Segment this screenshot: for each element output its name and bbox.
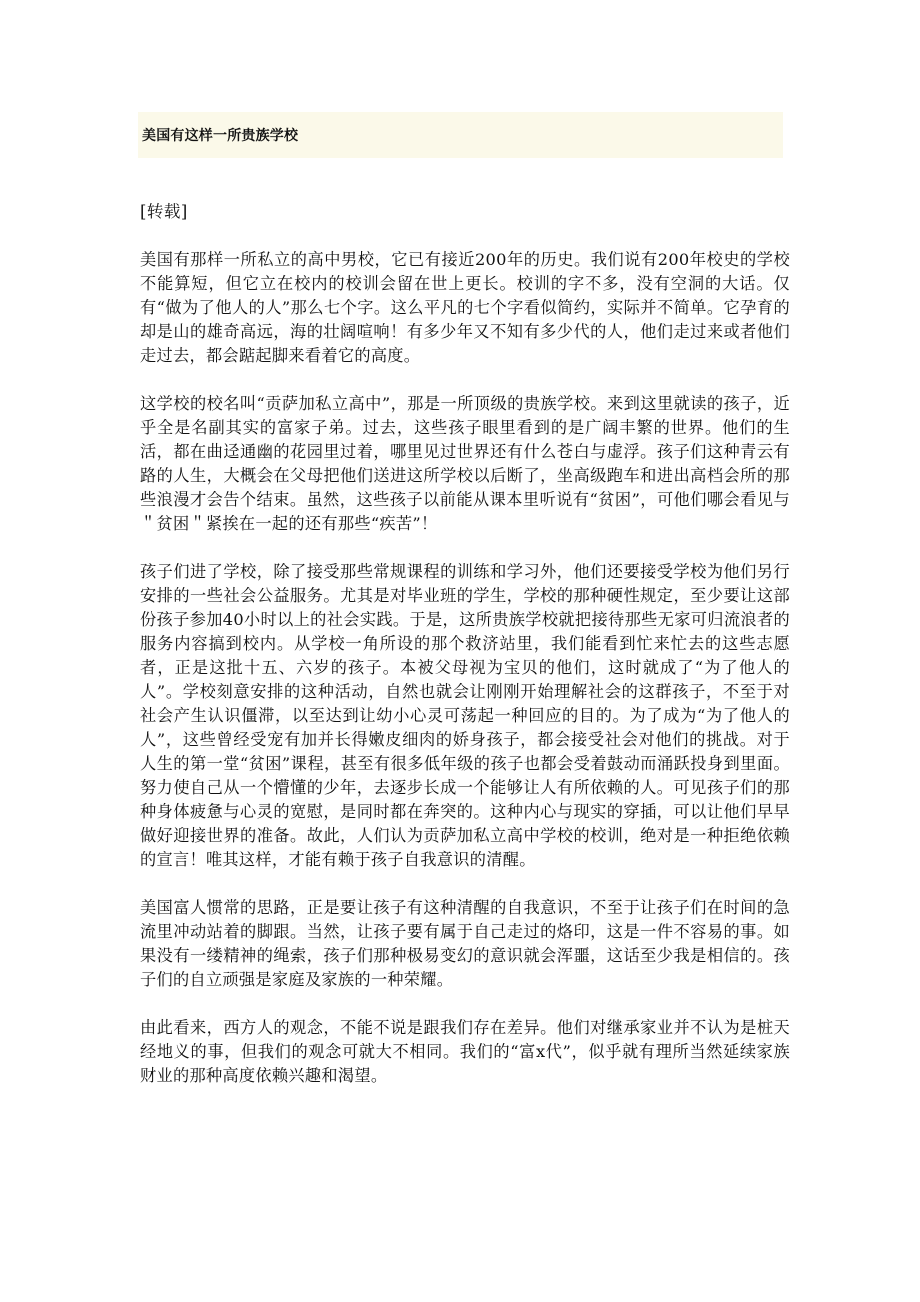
repost-tag: [转载] [140, 202, 188, 221]
paragraph-5: 由此看来，西方人的观念，不能不说是跟我们存在差异。他们对继承家业并不认为是桩天经地义的事，但我们的观念可就大不相同。我们的“富x代”，似乎就有理所当然延续家族财业的那种高度依赖兴趣和渴望。 [140, 1018, 790, 1085]
article-title-bar [138, 112, 783, 158]
paragraph-4: 美国富人惯常的思路，正是要让孩子有这种清醒的自我意识，不至于让孩子们在时间的急流里冲动站着的脚跟。当然，让孩子要有属于自己走过的烙印，这是一件不容易的事。如果没有一缕精神的绳索，孩子们那种极易变幻的意识就会浑噩，这话至少我是相信的。孩子们的自立顽强是家庭及家族的一种荣耀。 [140, 898, 790, 989]
paragraph-1: 美国有那样一所私立的高中男校，它已有接近200年的历史。我们说有200年校史的学校不能算短，但它立在校内的校训会留在世上更长。校训的字不多，没有空洞的大话。仅有“做为了他人的人”那么七个字。这么平凡的七个字看似简约，实际并不简单。它孕育的却是山的雄奇高远，海的壮阔喧响！有多少年又不知有多少代的人，他们走过来或者他们走过去，都会踮起脚来看着它的高度。 [140, 250, 790, 365]
article-title: 美国有这样一所贵族学校 [142, 128, 299, 144]
paragraph-3: 孩子们进了学校，除了接受那些常规课程的训练和学习外，他们还要接受学校为他们另行安排的一些社会公益服务。尤其是对毕业班的学生，学校的那种硬性规定，至少要让这部份孩子参加40小时以上的社会实践。于是，这所贵族学校就把接待那些无家可归流浪者的服务内容搞到校内。从学校一角所设的那个救济站里，我们能看到忙来忙去的这些志愿者，正是这批十五、六岁的孩子。本被父母视为宝贝的他们，这时就成了“为了他人的人”。学校刻意安排的这种活动，自然也就会让刚刚开始理解社会的这群孩子，不至于对社会产生认识僵滞，以至达到让幼小心灵可荡起一种回应的目的。为了成为“为了他人的人”，这些曾经受宠有加并长得嫩皮细肉的娇身孩子，都会接受社会对他们的挑战。对于人生的第一堂“贫困”课程，甚至有很多低年级的孩子也都会受着鼓动而涌跃投身到里面。努力使自己从一个懵懂的少年，去逐步长成一个能够让人有所依赖的人。可见孩子们的那种身体疲惫与心灵的宽慰，是同时都在奔突的。这种内心与现实的穿插，可以让他们早早做好迎接世界的准备。故此，人们认为贡萨加私立高中学校的校训，绝对是一种拒绝依赖的宣言！唯其这样，才能有赖于孩子自我意识的清醒。 [140, 562, 790, 869]
paragraph-2: 这学校的校名叫“贡萨加私立高中”，那是一所顶级的贵族学校。来到这里就读的孩子，近乎全是名副其实的富家子弟。过去，这些孩子眼里看到的是广阔丰繁的世界。他们的生活，都在曲迳通幽的花园里过着，哪里见过世界还有什么苍白与虚浮。孩子们这种青云有路的人生，大概会在父母把他们送进这所学校以后断了，坐高级跑车和进出高档会所的那些浪漫才会告个结束。虽然，这些孩子以前能从课本里听说有“贫困”，可他们哪会看见与＂贫困＂紧挨在一起的还有那些“疾苦”！ [140, 394, 790, 533]
article-body [140, 200, 790, 1112]
